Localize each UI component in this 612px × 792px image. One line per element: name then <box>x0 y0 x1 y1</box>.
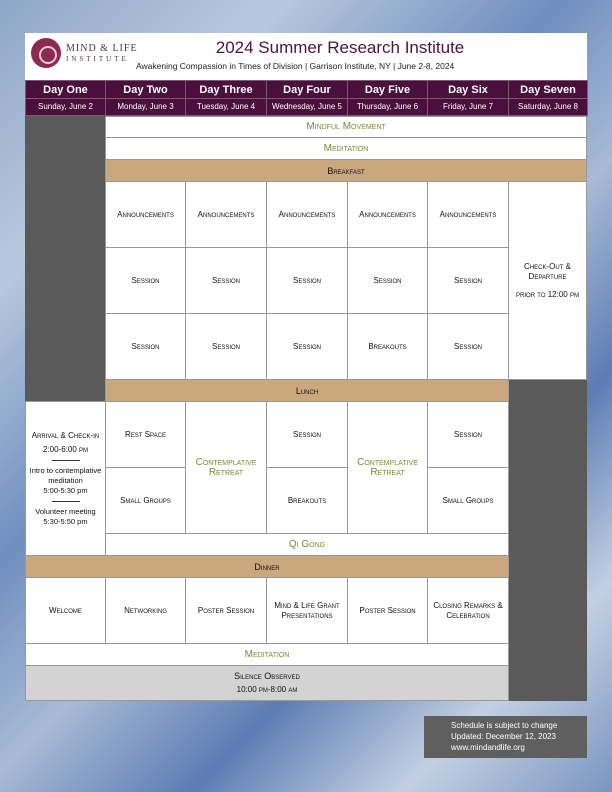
intro-label: Intro to contemplative meditation <box>29 465 102 485</box>
schedule-cell: Session <box>427 247 509 314</box>
schedule-cell: Announcements <box>185 181 267 248</box>
day-name: Day Two <box>105 80 186 99</box>
day-name: Day Six <box>427 80 509 99</box>
silence-time: 10:00 pm-8:00 am <box>236 685 298 694</box>
schedule-cell: Session <box>105 313 186 380</box>
logo-icon <box>31 38 61 68</box>
schedule-cell: Session <box>185 313 267 380</box>
evening-cell: Networking <box>105 577 186 644</box>
checkout <box>508 181 587 380</box>
silence-label: Silence Observed <box>234 671 300 681</box>
day-date: Saturday, June 8 <box>508 98 588 116</box>
website-link[interactable]: www.mindandlife.org <box>451 743 525 752</box>
session: Session <box>427 401 509 468</box>
small-groups: Small Groups <box>105 467 186 534</box>
lunch: Lunch <box>105 379 509 402</box>
day-one-blank <box>25 116 105 401</box>
day-date: Thursday, June 6 <box>347 98 428 116</box>
session: Session <box>266 401 348 468</box>
page-title: 2024 Summer Research Institute <box>215 38 465 57</box>
contemplative-retreat: Contemplative Retreat <box>347 401 428 534</box>
evening-cell: Poster Session <box>185 577 267 644</box>
footer-note <box>424 716 587 758</box>
checkout-label: Check-Out & Departure <box>524 261 571 281</box>
day-seven-blank <box>508 379 587 701</box>
day-date: Monday, June 3 <box>105 98 186 116</box>
evening-meditation: Meditation <box>25 643 509 666</box>
breakouts: Breakouts <box>266 467 348 534</box>
schedule-cell: Announcements <box>427 181 509 248</box>
silence-observed <box>25 665 509 701</box>
brand <box>66 43 138 65</box>
org-name: MIND & LIFE <box>66 43 138 54</box>
schedule-cell: Announcements <box>266 181 348 248</box>
evening-cell: Welcome <box>25 577 106 644</box>
evening-cell: Closing Remarks & Celebration <box>427 577 509 644</box>
schedule-cell: Session <box>266 247 348 314</box>
day-date: Friday, June 7 <box>427 98 509 116</box>
day-name: Day Five <box>347 80 428 99</box>
day-one-arrival <box>25 401 106 556</box>
contemplative-retreat: Contemplative Retreat <box>185 401 267 534</box>
breakfast: Breakfast <box>105 159 587 182</box>
divider <box>52 501 80 502</box>
small-groups: Small Groups <box>427 467 509 534</box>
day-date: Sunday, June 2 <box>25 98 106 116</box>
qi-gong: Qi Gong <box>105 533 509 556</box>
dinner: Dinner <box>25 555 509 578</box>
evening-cell: Mind & Life Grant Presentations <box>266 577 348 644</box>
evening-cell: Poster Session <box>347 577 428 644</box>
footer-updated: Updated: December 12, 2023 <box>451 732 556 741</box>
schedule-cell: Session <box>347 247 428 314</box>
schedule-cell: Announcements <box>105 181 186 248</box>
morning-meditation: Meditation <box>105 137 587 160</box>
rest-space: Rest Space <box>105 401 186 468</box>
volunteer-label: Volunteer meeting <box>35 506 96 516</box>
org-name-2: INSTITUTE <box>66 55 129 63</box>
arrival-label: Arrival & Check-in <box>31 430 100 440</box>
volunteer-time: 5:30-5:50 pm <box>43 516 88 526</box>
schedule-cell: Session <box>266 313 348 380</box>
schedule-cell: Breakouts <box>347 313 428 380</box>
footer-line: Schedule is subject to change <box>451 721 558 730</box>
checkout-time: prior to 12:00 pm <box>516 289 579 299</box>
schedule-cell: Announcements <box>347 181 428 248</box>
arrival-time: 2:00-6:00 pm <box>42 444 89 454</box>
day-name: Day One <box>25 80 106 99</box>
schedule-cell: Session <box>105 247 186 314</box>
day-date: Wednesday, June 5 <box>266 98 348 116</box>
day-name: Day Seven <box>508 80 588 99</box>
divider <box>52 460 80 461</box>
intro-time: 5:00-5:30 pm <box>43 485 88 495</box>
schedule-cell: Session <box>185 247 267 314</box>
day-date: Tuesday, June 4 <box>185 98 267 116</box>
schedule-cell: Session <box>427 313 509 380</box>
mindful-movement: Mindful Movement <box>105 116 587 138</box>
day-name: Day Four <box>266 80 348 99</box>
day-name: Day Three <box>185 80 267 99</box>
subtitle: Awakening Compassion in Times of Division | Garrison Institute, NY | June 2-8, 2024 <box>136 61 455 71</box>
